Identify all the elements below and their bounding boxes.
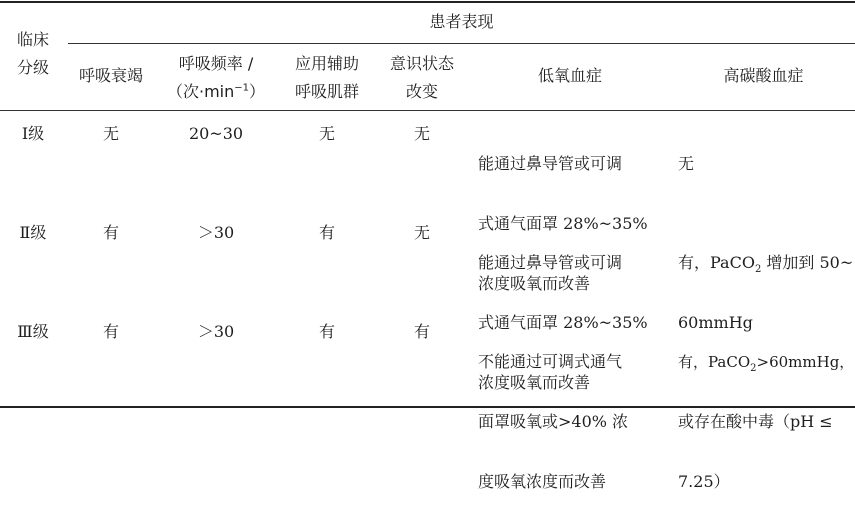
column-header-hypoxemia: 低氧血症 — [537, 66, 602, 85]
header-bottom-rule — [0, 110, 855, 111]
group-header-rule — [68, 43, 855, 44]
column-header-accessory-muscles: 应用辅助 呼吸肌群 — [294, 54, 359, 101]
row-grade: Ⅲ级 — [17, 322, 49, 341]
cell-respiratory-failure: 无 — [102, 124, 119, 143]
column-header-hypercapnia: 高碳酸血症 — [723, 66, 804, 85]
column-header-respiratory-failure: 呼吸衰竭 — [78, 66, 143, 85]
cell-hypoxemia: 不能通过可调式通气 面罩吸氧或>40% 浓 度吸氧浓度而改善 — [478, 352, 629, 491]
cell-respiratory-rate: ＞30 — [197, 322, 235, 341]
cell-hypercapnia: 无 — [678, 154, 695, 173]
cell-consciousness: 无 — [413, 223, 430, 242]
column-header-consciousness: 意识状态 改变 — [389, 54, 454, 101]
cell-respiratory-failure: 有 — [102, 322, 119, 341]
row-grade: Ⅰ级 — [21, 124, 45, 143]
cell-consciousness: 有 — [413, 322, 430, 341]
table-top-rule — [0, 1, 855, 3]
cell-consciousness: 无 — [413, 124, 430, 143]
row-grade: Ⅱ级 — [19, 223, 47, 242]
cell-accessory-muscles: 有 — [318, 223, 335, 242]
cell-hypoxemia: 能通过鼻导管或可调 式通气面罩 28%~35% 浓度吸氧而改善 — [478, 253, 648, 392]
cell-hypercapnia: 有，PaCO$_2$ 增加到 50~ 60mmHg — [678, 253, 854, 332]
cell-respiratory-failure: 有 — [102, 223, 119, 242]
cell-respiratory-rate: 20~30 — [188, 124, 244, 143]
grade-column-header — [0, 26, 66, 82]
cell-respiratory-rate: ＞30 — [197, 223, 235, 242]
grade-header-line1: 临床 — [16, 30, 49, 49]
grade-header-line2: 分级 — [16, 58, 49, 77]
column-header-respiratory-rate: 呼吸频率 / （次$\cdot\min^{-1}$） — [166, 54, 266, 101]
patient-presentation-header: 患者表现 — [429, 12, 494, 31]
cell-hypoxemia: 能通过鼻导管或可调 式通气面罩 28%~35% 浓度吸氧而改善 — [478, 154, 648, 293]
cell-accessory-muscles: 有 — [318, 322, 335, 341]
cell-accessory-muscles: 无 — [318, 124, 335, 143]
cell-hypercapnia: 有，PaCO$_2$>60mmHg， 或存在酸中毒（pH ≤ 7.25） — [678, 353, 855, 491]
